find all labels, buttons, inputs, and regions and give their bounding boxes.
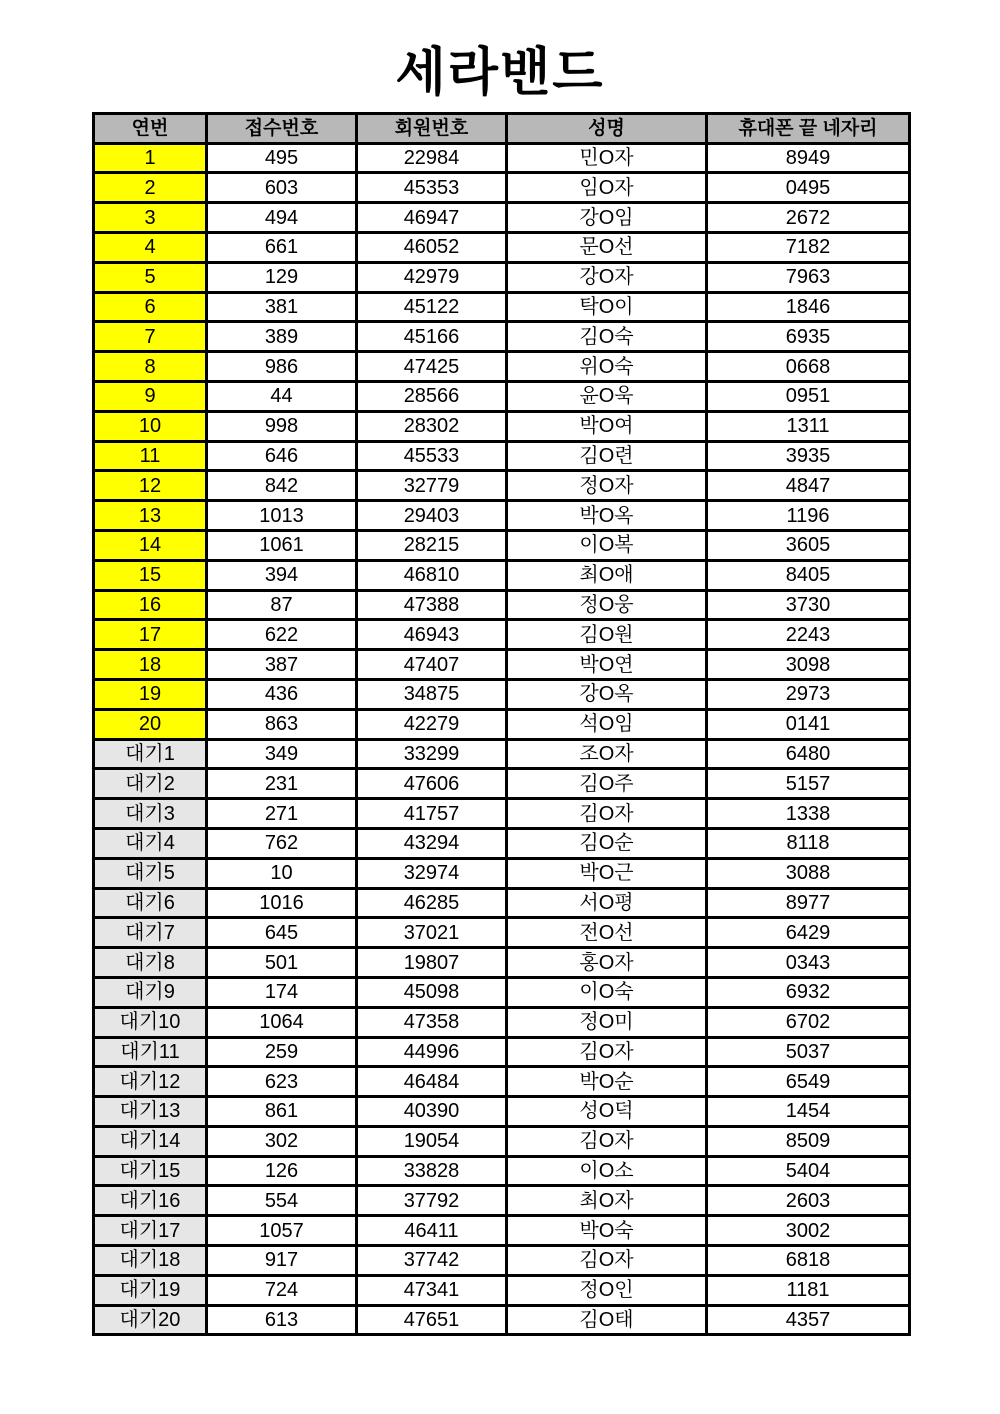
cell-no: 15: [94, 560, 207, 590]
cell-name: 김O태: [507, 1305, 707, 1335]
cell-receipt-no: 501: [207, 948, 357, 978]
cell-name: 김O자: [507, 1246, 707, 1276]
cell-receipt-no: 986: [207, 352, 357, 382]
cell-no: 13: [94, 501, 207, 531]
header-name: 성명: [507, 113, 707, 143]
page-title: 세라밴드: [395, 44, 605, 102]
table-row: [94, 590, 910, 620]
cell-phone-last4: 2603: [707, 1186, 910, 1216]
cell-name: 김O자: [507, 1037, 707, 1067]
cell-name: 문O선: [507, 232, 707, 262]
cell-receipt-no: 646: [207, 441, 357, 471]
cell-receipt-no: 174: [207, 977, 357, 1007]
table-row: [94, 1097, 910, 1127]
cell-no: 6: [94, 292, 207, 322]
cell-receipt-no: 998: [207, 411, 357, 441]
cell-name: 조O자: [507, 739, 707, 769]
cell-receipt-no: 1061: [207, 530, 357, 560]
cell-receipt-no: 394: [207, 560, 357, 590]
cell-phone-last4: 8509: [707, 1126, 910, 1156]
cell-phone-last4: 1196: [707, 501, 910, 531]
cell-receipt-no: 10: [207, 858, 357, 888]
cell-receipt-no: 1013: [207, 501, 357, 531]
cell-member-no: 33828: [357, 1156, 507, 1186]
cell-member-no: 34875: [357, 679, 507, 709]
table-row: [94, 1126, 910, 1156]
table-row: [94, 888, 910, 918]
cell-phone-last4: 6818: [707, 1246, 910, 1276]
table-row: [94, 858, 910, 888]
cell-member-no: 42279: [357, 709, 507, 739]
cell-member-no: 32779: [357, 471, 507, 501]
cell-phone-last4: 7182: [707, 232, 910, 262]
cell-name: 박O여: [507, 411, 707, 441]
cell-name: 홍O자: [507, 948, 707, 978]
cell-phone-last4: 5157: [707, 769, 910, 799]
table-row: [94, 977, 910, 1007]
cell-member-no: 45166: [357, 322, 507, 352]
cell-member-no: 47341: [357, 1275, 507, 1305]
table-row: [94, 143, 910, 173]
table-row: [94, 709, 910, 739]
cell-no: 17: [94, 620, 207, 650]
cell-no: 3: [94, 203, 207, 233]
cell-member-no: 33299: [357, 739, 507, 769]
cell-member-no: 19807: [357, 948, 507, 978]
cell-receipt-no: 842: [207, 471, 357, 501]
cell-name: 강O임: [507, 203, 707, 233]
cell-no: 대기20: [94, 1305, 207, 1335]
cell-member-no: 45353: [357, 173, 507, 203]
table-row: [94, 411, 910, 441]
cell-name: 김O련: [507, 441, 707, 471]
cell-member-no: 47651: [357, 1305, 507, 1335]
cell-member-no: 29403: [357, 501, 507, 531]
cell-name: 이O소: [507, 1156, 707, 1186]
cell-name: 김O원: [507, 620, 707, 650]
cell-no: 9: [94, 381, 207, 411]
cell-receipt-no: 613: [207, 1305, 357, 1335]
table-row: [94, 799, 910, 829]
cell-no: 대기11: [94, 1037, 207, 1067]
cell-name: 이O복: [507, 530, 707, 560]
cell-receipt-no: 623: [207, 1067, 357, 1097]
table-row: [94, 1037, 910, 1067]
table-row: [94, 173, 910, 203]
cell-no: 대기16: [94, 1186, 207, 1216]
cell-receipt-no: 44: [207, 381, 357, 411]
header-member-no: 회원번호: [357, 113, 507, 143]
cell-member-no: 37792: [357, 1186, 507, 1216]
cell-name: 탁O이: [507, 292, 707, 322]
cell-member-no: 44996: [357, 1037, 507, 1067]
cell-phone-last4: 1181: [707, 1275, 910, 1305]
cell-no: 12: [94, 471, 207, 501]
cell-no: 7: [94, 322, 207, 352]
table-row: [94, 1007, 910, 1037]
table-row: [94, 501, 910, 531]
cell-receipt-no: 495: [207, 143, 357, 173]
cell-phone-last4: 2243: [707, 620, 910, 650]
cell-member-no: 28215: [357, 530, 507, 560]
cell-no: 대기9: [94, 977, 207, 1007]
cell-member-no: 47425: [357, 352, 507, 382]
header-receipt-no: 접수번호: [207, 113, 357, 143]
table-row: [94, 560, 910, 590]
cell-no: 대기13: [94, 1097, 207, 1127]
table-row: [94, 828, 910, 858]
cell-name: 김O자: [507, 799, 707, 829]
cell-name: 박O근: [507, 858, 707, 888]
cell-name: 김O주: [507, 769, 707, 799]
cell-name: 강O옥: [507, 679, 707, 709]
cell-member-no: 47407: [357, 650, 507, 680]
cell-member-no: 28566: [357, 381, 507, 411]
cell-phone-last4: 4847: [707, 471, 910, 501]
cell-name: 정O미: [507, 1007, 707, 1037]
table-row: [94, 530, 910, 560]
cell-member-no: 47358: [357, 1007, 507, 1037]
cell-phone-last4: 3935: [707, 441, 910, 471]
table-row: [94, 769, 910, 799]
cell-member-no: 45533: [357, 441, 507, 471]
cell-phone-last4: 2672: [707, 203, 910, 233]
table-row: [94, 262, 910, 292]
cell-phone-last4: 1338: [707, 799, 910, 829]
cell-phone-last4: 6932: [707, 977, 910, 1007]
cell-name: 최O애: [507, 560, 707, 590]
table-row: [94, 203, 910, 233]
table-row: [94, 1246, 910, 1276]
cell-phone-last4: 3098: [707, 650, 910, 680]
table-row: [94, 1156, 910, 1186]
cell-no: 14: [94, 530, 207, 560]
cell-phone-last4: 8949: [707, 143, 910, 173]
cell-no: 18: [94, 650, 207, 680]
cell-no: 19: [94, 679, 207, 709]
cell-member-no: 46484: [357, 1067, 507, 1097]
cell-phone-last4: 8977: [707, 888, 910, 918]
cell-member-no: 37021: [357, 918, 507, 948]
cell-no: 2: [94, 173, 207, 203]
cell-name: 성O덕: [507, 1097, 707, 1127]
cell-name: 서O평: [507, 888, 707, 918]
cell-member-no: 43294: [357, 828, 507, 858]
cell-phone-last4: 6702: [707, 1007, 910, 1037]
cell-name: 석O임: [507, 709, 707, 739]
cell-no: 1: [94, 143, 207, 173]
cell-no: 대기6: [94, 888, 207, 918]
cell-phone-last4: 6935: [707, 322, 910, 352]
cell-receipt-no: 389: [207, 322, 357, 352]
cell-receipt-no: 622: [207, 620, 357, 650]
cell-no: 대기5: [94, 858, 207, 888]
cell-phone-last4: 0951: [707, 381, 910, 411]
cell-phone-last4: 3605: [707, 530, 910, 560]
cell-no: 대기1: [94, 739, 207, 769]
cell-phone-last4: 5037: [707, 1037, 910, 1067]
cell-name: 위O숙: [507, 352, 707, 382]
cell-member-no: 40390: [357, 1097, 507, 1127]
cell-no: 대기19: [94, 1275, 207, 1305]
cell-member-no: 42979: [357, 262, 507, 292]
cell-receipt-no: 863: [207, 709, 357, 739]
cell-phone-last4: 3088: [707, 858, 910, 888]
cell-name: 박O순: [507, 1067, 707, 1097]
table-row: [94, 918, 910, 948]
cell-no: 4: [94, 232, 207, 262]
table-row: [94, 292, 910, 322]
cell-name: 민O자: [507, 143, 707, 173]
table-row: [94, 471, 910, 501]
table-row: [94, 1305, 910, 1335]
roster-table: [92, 112, 911, 1337]
table-row: [94, 948, 910, 978]
cell-receipt-no: 554: [207, 1186, 357, 1216]
cell-receipt-no: 645: [207, 918, 357, 948]
cell-phone-last4: 6480: [707, 739, 910, 769]
cell-member-no: 46285: [357, 888, 507, 918]
cell-no: 11: [94, 441, 207, 471]
cell-phone-last4: 3002: [707, 1216, 910, 1246]
cell-no: 5: [94, 262, 207, 292]
cell-member-no: 46947: [357, 203, 507, 233]
cell-member-no: 19054: [357, 1126, 507, 1156]
cell-phone-last4: 3730: [707, 590, 910, 620]
cell-phone-last4: 8118: [707, 828, 910, 858]
cell-receipt-no: 381: [207, 292, 357, 322]
cell-name: 이O숙: [507, 977, 707, 1007]
table-row: [94, 1216, 910, 1246]
cell-phone-last4: 1846: [707, 292, 910, 322]
cell-receipt-no: 126: [207, 1156, 357, 1186]
table-row: [94, 739, 910, 769]
cell-receipt-no: 724: [207, 1275, 357, 1305]
cell-phone-last4: 0668: [707, 352, 910, 382]
cell-no: 대기7: [94, 918, 207, 948]
cell-phone-last4: 5404: [707, 1156, 910, 1186]
cell-receipt-no: 436: [207, 679, 357, 709]
cell-receipt-no: 271: [207, 799, 357, 829]
table-row: [94, 650, 910, 680]
cell-no: 대기17: [94, 1216, 207, 1246]
table-row: [94, 620, 910, 650]
cell-name: 정O인: [507, 1275, 707, 1305]
cell-member-no: 37742: [357, 1246, 507, 1276]
cell-phone-last4: 4357: [707, 1305, 910, 1335]
header-phone-last4: 휴대폰 끝 네자리: [707, 113, 910, 143]
cell-phone-last4: 0495: [707, 173, 910, 203]
cell-receipt-no: 494: [207, 203, 357, 233]
cell-no: 대기3: [94, 799, 207, 829]
cell-member-no: 28302: [357, 411, 507, 441]
table-row: [94, 1186, 910, 1216]
cell-name: 정O웅: [507, 590, 707, 620]
cell-no: 대기18: [94, 1246, 207, 1276]
table-row: [94, 679, 910, 709]
cell-receipt-no: 302: [207, 1126, 357, 1156]
table-row: [94, 232, 910, 262]
table-row: [94, 352, 910, 382]
cell-no: 16: [94, 590, 207, 620]
cell-member-no: 41757: [357, 799, 507, 829]
cell-receipt-no: 1016: [207, 888, 357, 918]
cell-name: 박O옥: [507, 501, 707, 531]
table-row: [94, 381, 910, 411]
cell-receipt-no: 1057: [207, 1216, 357, 1246]
cell-receipt-no: 762: [207, 828, 357, 858]
cell-phone-last4: 0141: [707, 709, 910, 739]
cell-no: 대기12: [94, 1067, 207, 1097]
cell-phone-last4: 6429: [707, 918, 910, 948]
cell-no: 대기2: [94, 769, 207, 799]
cell-phone-last4: 0343: [707, 948, 910, 978]
cell-no: 대기14: [94, 1126, 207, 1156]
cell-name: 박O숙: [507, 1216, 707, 1246]
cell-receipt-no: 603: [207, 173, 357, 203]
cell-member-no: 46411: [357, 1216, 507, 1246]
table-header: [94, 113, 910, 143]
cell-member-no: 45122: [357, 292, 507, 322]
cell-name: 김O순: [507, 828, 707, 858]
cell-name: 박O연: [507, 650, 707, 680]
cell-receipt-no: 129: [207, 262, 357, 292]
cell-name: 전O선: [507, 918, 707, 948]
cell-member-no: 46810: [357, 560, 507, 590]
table-row: [94, 441, 910, 471]
cell-name: 정O자: [507, 471, 707, 501]
cell-phone-last4: 2973: [707, 679, 910, 709]
header-row: [94, 113, 910, 143]
cell-name: 강O자: [507, 262, 707, 292]
cell-receipt-no: 387: [207, 650, 357, 680]
cell-no: 8: [94, 352, 207, 382]
cell-name: 김O자: [507, 1126, 707, 1156]
cell-member-no: 47388: [357, 590, 507, 620]
table-body: [94, 143, 910, 1335]
cell-receipt-no: 661: [207, 232, 357, 262]
cell-phone-last4: 1311: [707, 411, 910, 441]
cell-phone-last4: 8405: [707, 560, 910, 590]
cell-receipt-no: 231: [207, 769, 357, 799]
cell-phone-last4: 1454: [707, 1097, 910, 1127]
cell-name: 임O자: [507, 173, 707, 203]
cell-receipt-no: 259: [207, 1037, 357, 1067]
cell-receipt-no: 87: [207, 590, 357, 620]
cell-member-no: 32974: [357, 858, 507, 888]
cell-name: 김O숙: [507, 322, 707, 352]
cell-no: 대기4: [94, 828, 207, 858]
cell-phone-last4: 7963: [707, 262, 910, 292]
cell-no: 대기15: [94, 1156, 207, 1186]
cell-name: 윤O욱: [507, 381, 707, 411]
table-row: [94, 1275, 910, 1305]
table-row: [94, 322, 910, 352]
cell-member-no: 22984: [357, 143, 507, 173]
cell-no: 대기10: [94, 1007, 207, 1037]
header-no: 연번: [94, 113, 207, 143]
cell-member-no: 47606: [357, 769, 507, 799]
cell-member-no: 46943: [357, 620, 507, 650]
cell-receipt-no: 917: [207, 1246, 357, 1276]
cell-phone-last4: 6549: [707, 1067, 910, 1097]
cell-member-no: 45098: [357, 977, 507, 1007]
cell-name: 최O자: [507, 1186, 707, 1216]
cell-receipt-no: 1064: [207, 1007, 357, 1037]
cell-no: 20: [94, 709, 207, 739]
cell-receipt-no: 349: [207, 739, 357, 769]
cell-member-no: 46052: [357, 232, 507, 262]
table-row: [94, 1067, 910, 1097]
cell-no: 대기8: [94, 948, 207, 978]
cell-receipt-no: 861: [207, 1097, 357, 1127]
cell-no: 10: [94, 411, 207, 441]
